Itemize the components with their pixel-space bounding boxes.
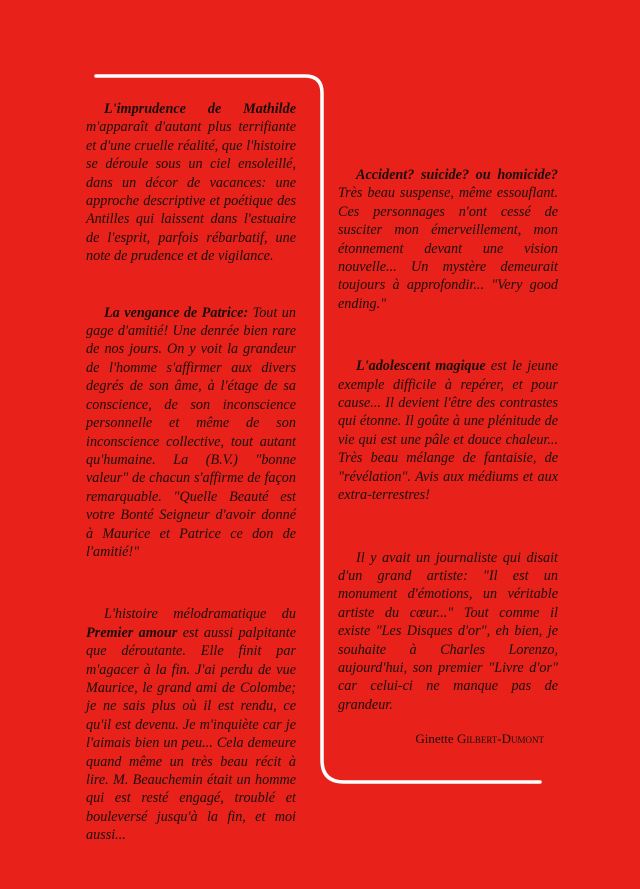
author-first-name: Ginette (415, 731, 457, 747)
closing-paragraph (338, 549, 558, 715)
review-adolescent-magique (338, 357, 558, 504)
review-text: est le jeune exemple difficile à repérer, et pour cause... Il devient l'être des contrastes qui étonne. Il goûte à une plénitude de vie qui est une pâle et douce chaleur... Très beau mélange de fantaisie, de "révélation". Avis aux médiums et aux extra-terrestres! (338, 358, 558, 504)
review-text: m'apparaît d'autant plus terrifiante et d'une cruelle réalité, que l'histoire se déroule sous un ciel ensoleillé, dans un décor de vacances: une approche descriptive et poétique des Antilles qui laissent dans l'estuaire de l'esprit, parfois rébarbatif, une note de prudence et de vigilance. (86, 119, 296, 265)
review-vengance-patrice (86, 304, 296, 562)
review-text: est aussi palpitante que déroutante. Elle finit par m'agacer à la fin. J'ai perdu de vue Maurice, le grand ami de Colombe; je ne sais plus où il est rendu, ce qu'il est devenu. Je m'inquiète car je l'aimais bien un peu... Cela demeure quand même un très beau récit à lire. M. Beauchemin était un homme qui est resté engagé, troublé et bouleversé jusqu'à la fin, et moi aussi... (86, 624, 296, 844)
title-imprudence-mathilde: L'imprudence de Mathilde (104, 101, 296, 117)
right-column (338, 166, 558, 749)
author-signature (338, 730, 558, 748)
review-text: Tout un gage d'amitié! Une denrée bien rare de nos jours. On y voit la grandeur de l'homme s'affirmer aux divers degrés de son âme, à l'étage de sa conscience, de son inconscience personnelle et même de son inconscience collective, tout autant qu'humaine. La (B.V.) "bonne valeur" de chacun s'affirme de façon remarquable. "Quelle Beauté est votre Bonté Seigneur d'avoir donné à Maurice et Patrice ce don de l'amitié!" (86, 304, 296, 560)
review-accident-suicide (338, 166, 558, 313)
title-vengance-patrice: La vengance de Patrice: (104, 304, 249, 321)
title-accident-suicide: Accident? suicide? ou homicide? (356, 167, 558, 183)
review-premier-amour (86, 605, 296, 844)
review-imprudence-mathilde (86, 100, 296, 266)
left-column (86, 100, 296, 889)
review-text: Très beau suspense, même essouflant. Ces personnages n'ont cessé de susciter mon émerveillement, mon étonnement devant une vision nouvelle... Un mystère demeurait toujours à approfondir... "Very good ending." (338, 185, 558, 312)
title-adolescent-magique: L'adolescent magique (356, 358, 486, 375)
review-intro-text: L'histoire mélodramatique du (104, 606, 296, 623)
title-premier-amour: Premier amour (86, 624, 178, 641)
closing-text: Il y avait un journaliste qui disait d'un grand artiste: "Il est un monument d'émotions, un véritable artiste du cœur..." Tout comme il existe "Les Disques d'or", eh bien, je souhaite à Charles Lorenzo, aujourd'hui, son premier "Livre d'or" car celui-ci ne manque pas de grandeur. (338, 549, 558, 713)
author-last-name: Gilbert-Dumont (456, 731, 544, 747)
